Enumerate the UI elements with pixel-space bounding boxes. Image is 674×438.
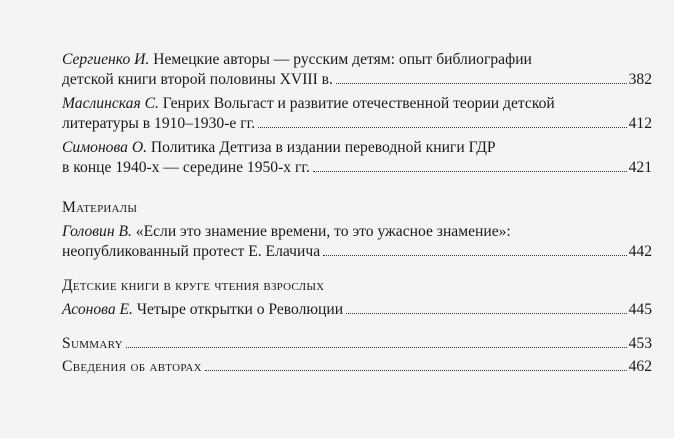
entry-title: «Если это знамение времени, то это ужасное знамение»: [131,223,511,240]
entry-title-continued: неопубликованный протест Е. Елачича [62,243,321,260]
toc-entry-sergienko[interactable] [62,50,652,90]
dot-leader [313,171,627,172]
entry-title-continued: в конце 1940-х — середине 1950-х гг. [62,159,310,176]
entry-author: Сергиенко И. [62,51,150,68]
toc-entry-summary[interactable] [62,334,652,354]
entry-title-continued: литературы в 1910–1930-е гг. [62,115,256,132]
toc-entry-simonova[interactable] [62,138,652,178]
toc-entry-golovin[interactable] [62,222,652,262]
toc-entry-maslinskaya[interactable] [62,94,652,134]
entry-page-number: 421 [628,159,652,176]
entry-author: Асонова Е. [62,301,133,318]
entry-title: Генрих Вольгаст и развитие отечественной теории детской [158,95,555,112]
entry-page-number: 412 [628,115,652,132]
dot-leader [205,370,627,371]
dot-leader [336,83,627,84]
entry-author: Головин В. [62,223,132,240]
entry-title: Немецкие авторы — русским детям: опыт библиографии [149,51,532,68]
entry-title: Summary [62,335,123,352]
entry-author: Симонова О. [62,139,147,156]
toc-entry-asonova[interactable] [62,300,652,320]
back-matter [62,334,652,377]
entry-author: Маслинская С. [62,95,159,112]
dot-leader [126,347,627,348]
dot-leader [323,255,626,256]
dot-leader [346,313,627,314]
toc-entry-authors-info[interactable] [62,357,652,377]
entry-page-number: 462 [628,358,652,375]
entry-page-number: 453 [628,335,652,352]
section-heading-children-books: Детские книги в круге чтения взрослых [62,277,325,294]
entry-title: Сведения об авторах [62,358,202,375]
dot-leader [258,127,626,128]
entry-title: Четыре открытки о Революции [132,301,344,318]
section-heading-materials: Материалы [62,199,138,216]
entry-page-number: 382 [628,71,652,88]
entry-page-number: 445 [628,301,652,318]
entry-title: Политика Детгиза в издании переводной книги ГДР [147,139,496,156]
entry-title-continued: детской книги второй половины XVIII в. [62,71,333,88]
entry-page-number: 442 [628,243,652,260]
table-of-contents [62,50,652,377]
